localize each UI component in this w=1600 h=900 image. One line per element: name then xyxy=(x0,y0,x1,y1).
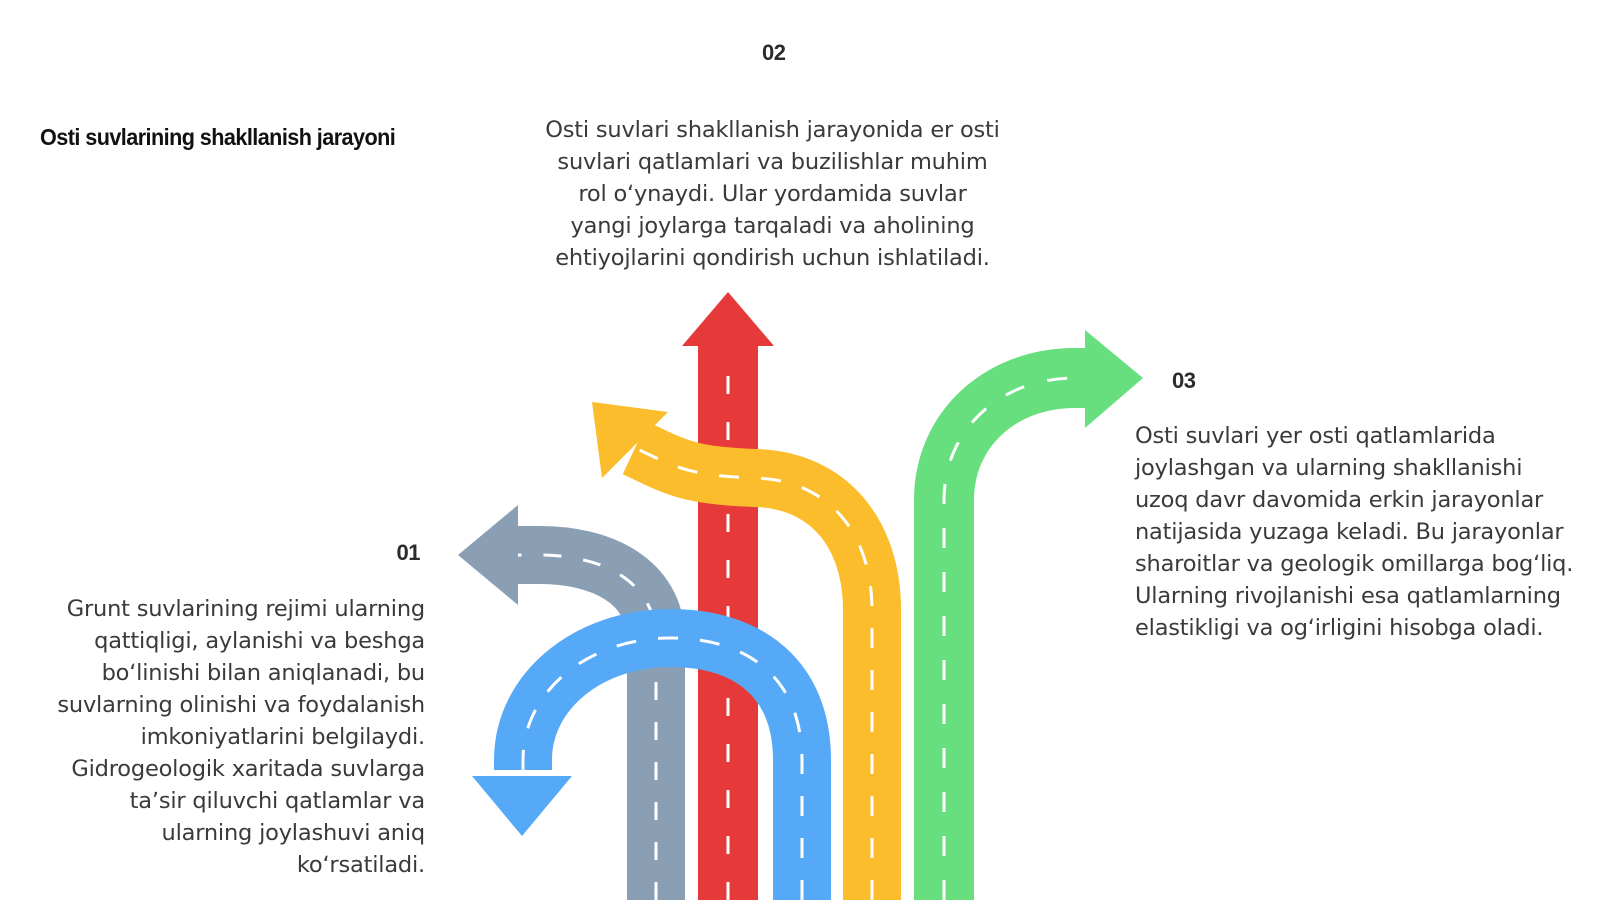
step-03-description: Osti suvlari yer osti qatlamlarida joylashgan va ularning shakllanishi uzoq davr davomida erkin jarayonlar natijasida yuzaga keladi. Bu jarayonlar sharoitlar va geologik omillarga bogʻliq. Ularning rivojlanishi esa qatlamlarning elastikligi va ogʻirligini hisobga oladi. xyxy=(1135,423,1574,641)
green-arrow xyxy=(944,330,1143,900)
step-01-number: 01 xyxy=(396,540,420,565)
page-title: Osti suvlarining shakllanish jarayoni xyxy=(40,124,396,150)
step-03-number: 03 xyxy=(1172,368,1196,393)
step-02-number: 02 xyxy=(762,40,786,65)
step-01-description: Grunt suvlarining rejimi ularning qattiqligi, aylanishi va beshga boʻlinishi bilan aniqlanadi, bu suvlarning olinishi va foydalanish imkoniyatlarini belgilaydi. Gidrogeologik xaritada suvlarga taʼsir qiluvchi qatlamlar va ularning joylashuvi aniq koʻrsatiladi. xyxy=(57,596,425,878)
red-arrow xyxy=(682,292,774,900)
step-02-description: Osti suvlari shakllanish jarayonida er osti suvlari qatlamlari va buzilishlar muhim rol oʻynaydi. Ular yordamida suvlar yangi joylarga tarqaladi va aholining ehtiyojlarini qondirish uchun ishlatiladi. xyxy=(545,117,1000,271)
